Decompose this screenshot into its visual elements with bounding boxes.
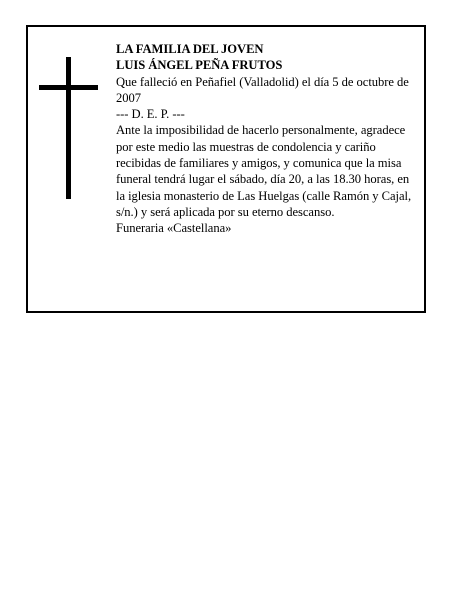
passing-statement: Que falleció en Peñafiel (Valladolid) el día 5 de octubre de 2007	[116, 74, 409, 105]
notice-body: Ante la imposibilidad de hacerlo personalmente, agradece por este medio las muestras de condolencia y cariño recibidas de familiares y amigos, y comunica que la misa funeral tendrá lugar el sábado, día 20, a las 18.30 horas, en la iglesia monasterio de Las Huelgas (calle Ramón y Cajal, s/n.) y será aplicada por su eterno descanso.	[116, 123, 412, 219]
funeral-home: Funeraria «Castellana»	[116, 221, 232, 236]
cross-vertical-bar	[66, 57, 71, 199]
rip-line: --- D. E. P. ---	[116, 107, 185, 122]
notice-title-line2: LUIS ÁNGEL PEÑA FRUTOS	[116, 58, 283, 73]
notice-text	[116, 41, 420, 237]
obituary-notice	[26, 25, 426, 313]
notice-title-line1: LA FAMILIA DEL JOVEN	[116, 42, 264, 56]
cross-horizontal-bar	[39, 85, 98, 90]
